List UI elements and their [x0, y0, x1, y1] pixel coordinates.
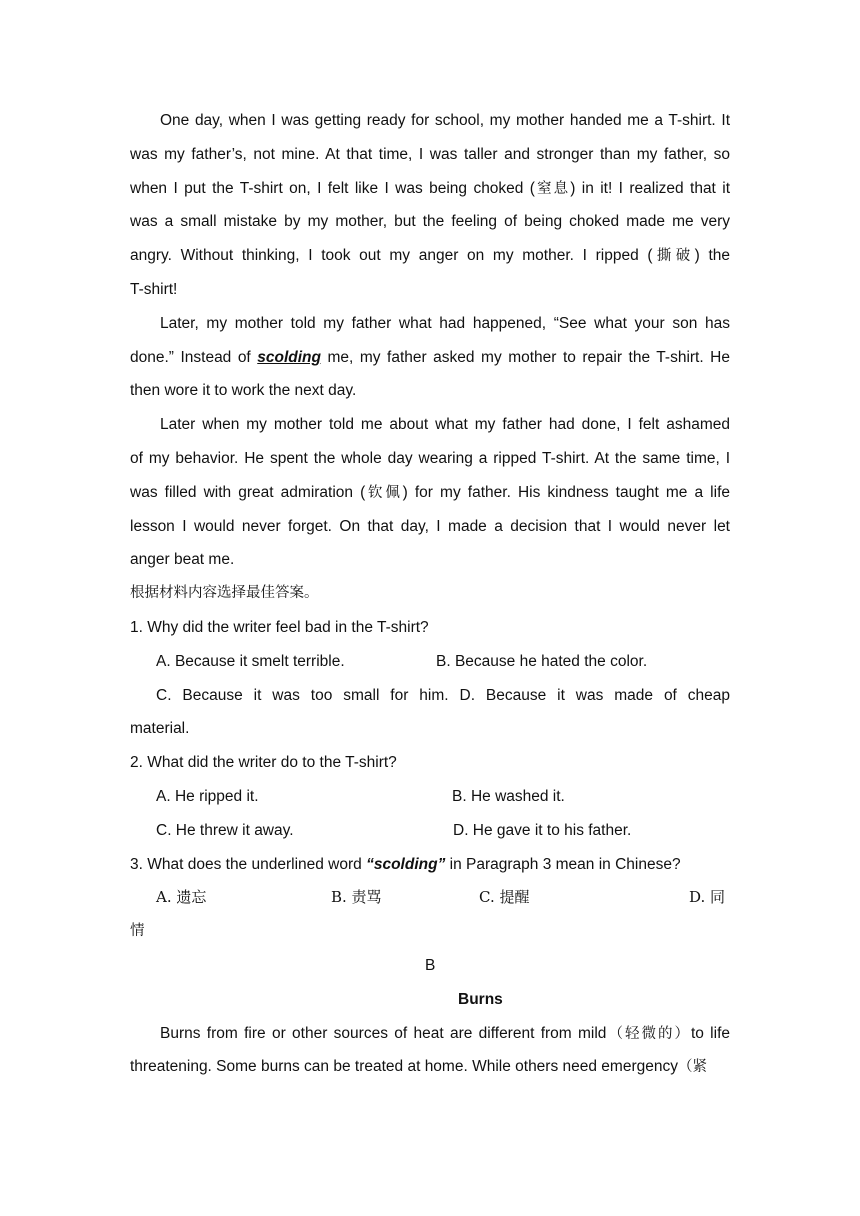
question-3-option-d-continued: 情: [130, 923, 145, 940]
passage-a-p3-line4: lesson I would never forget. On that day, I made a decision that I would never let: [130, 517, 730, 535]
text-segment: 3. What does the underlined word: [130, 855, 367, 873]
passage-a-p1-line3: [130, 172, 730, 206]
option-c: C. 提醒: [479, 888, 530, 907]
question-3-options: [130, 881, 730, 915]
passage-b-line1: [130, 1017, 730, 1051]
underlined-word: scolding: [257, 348, 321, 366]
option-b: B. Because he hated the color.: [436, 652, 648, 670]
passage-a-p1-line4: was a small mistake by my mother, but the feeling of being choked made me very: [130, 213, 730, 231]
text-segment: ) for my father. His kindness taught me a life: [402, 483, 730, 501]
passage-b-line2: [130, 1050, 730, 1084]
question-2-stem: 2. What did the writer do to the T-shirt?: [130, 754, 397, 772]
passage-a-p1-line1: One day, when I was getting ready for school, my mother handed me a T-shirt. It: [160, 112, 730, 129]
passage-a-p1-line2: was my father’s, not mine. At that time, I was taller and stronger than my father, so: [130, 145, 730, 163]
quoted-word: “scolding”: [366, 855, 446, 873]
question-1-options-ab: [130, 645, 730, 679]
option-c: C. Because it was too small for him.: [156, 686, 449, 704]
text-segment: to life: [690, 1024, 731, 1042]
text-segment: me, my father asked my mother to repair the T-shirt. He: [320, 348, 730, 366]
text-segment: done.” Instead of: [130, 348, 258, 366]
text-segment: was filled with great admiration (: [130, 483, 366, 501]
question-1-options-cd: [130, 679, 730, 713]
text-segment: ) in it! I realized that it: [570, 179, 731, 197]
passage-a-p3-line1: Later when my mother told me about what my father had done, I felt ashamed: [160, 416, 730, 434]
passage-b-title: Burns: [458, 990, 503, 1008]
text-segment: Burns from fire or other sources of heat are different from mild: [160, 1024, 607, 1042]
text-segment: when I put the T-shirt on, I felt like I was being choked (: [130, 179, 535, 197]
question-1-stem: 1. Why did the writer feel bad in the T-shirt?: [130, 618, 429, 636]
option-d: D. 同: [689, 888, 726, 907]
document-page: [130, 104, 730, 1084]
text-segment: threatening. Some burns can be treated at home. While others need emergency: [130, 1058, 678, 1076]
chinese-gloss: （轻微的）: [606, 1025, 691, 1042]
chinese-gloss: 窒息: [534, 180, 571, 197]
text-segment: in Paragraph 3 mean in Chinese?: [445, 855, 681, 873]
option-b: B. 责骂: [331, 888, 382, 907]
question-3-stem: [130, 848, 730, 882]
option-d: D. Because it was made of cheap: [459, 686, 731, 704]
question-2-options-cd: [130, 814, 730, 848]
text-segment: ) the: [694, 247, 731, 265]
passage-a-p3-line5: anger beat me.: [130, 551, 235, 569]
option-b: B. He washed it.: [452, 787, 565, 805]
passage-a-p3-line2: of my behavior. He spent the whole day wearing a ripped T-shirt. At the same time, I: [130, 449, 730, 467]
text-segment: angry. Without thinking, I took out my anger on my mother. I ripped (: [130, 247, 653, 265]
section-label: B: [425, 956, 436, 974]
option-a: A. 遗忘: [156, 888, 207, 907]
passage-a-p2-line2: [130, 341, 730, 375]
chinese-gloss: （紧: [678, 1059, 707, 1076]
option-a: A. Because it smelt terrible.: [156, 652, 345, 670]
chinese-gloss: 撕破: [652, 248, 695, 265]
question-2-options-ab: [130, 780, 730, 814]
passage-a-p1-line6: T-shirt!: [130, 280, 178, 298]
question-1-option-d-continued: material.: [130, 720, 190, 738]
passage-a-p2-line1: Later, my mother told my father what had happened, “See what your son has: [160, 314, 730, 332]
option-d: D. He gave it to his father.: [453, 821, 632, 839]
option-c: C. He threw it away.: [156, 821, 294, 839]
instruction: 根据材料内容选择最佳答案。: [130, 585, 319, 602]
passage-a-p3-line3: [130, 476, 730, 510]
option-a: A. He ripped it.: [156, 787, 259, 805]
chinese-gloss: 钦佩: [365, 484, 403, 501]
passage-a-p1-line5: [130, 239, 730, 273]
passage-a-p2-line3: then wore it to work the next day.: [130, 382, 357, 400]
